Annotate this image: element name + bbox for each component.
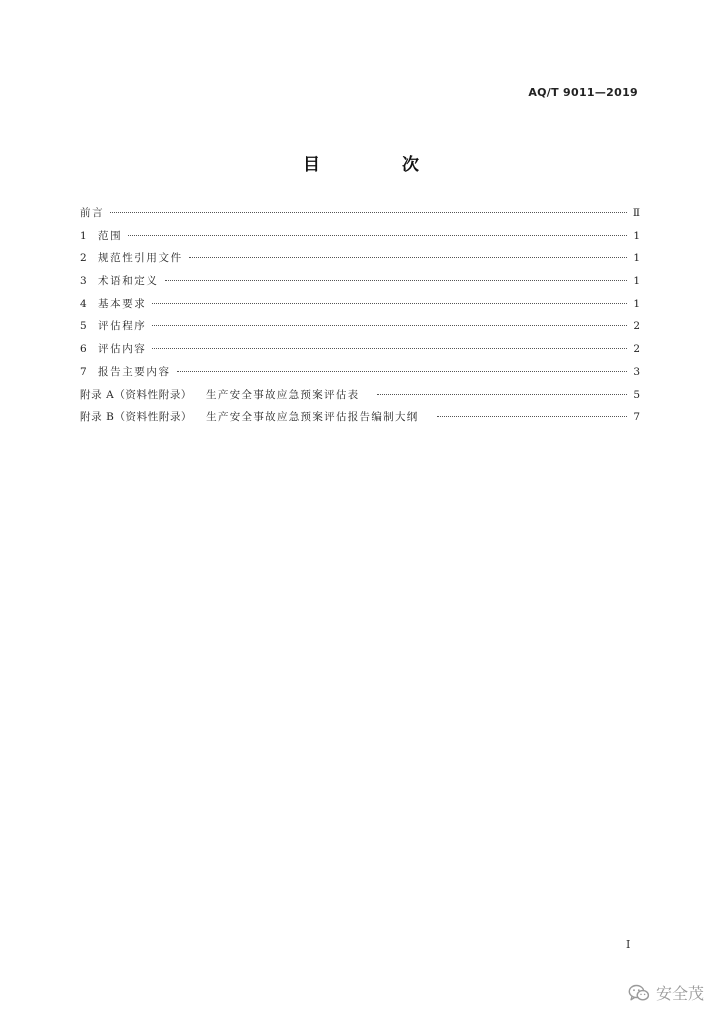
watermark: [628, 981, 704, 1004]
appendix-title: 生产安全事故应急预案评估表: [206, 388, 360, 401]
toc-entry-assessment-content[interactable]: [80, 341, 640, 364]
toc-entry-page: 7: [633, 411, 640, 424]
dot-leader: [189, 257, 628, 258]
toc-entry-appendix-a[interactable]: [80, 387, 640, 410]
appendix-title: 生产安全事故应急预案评估报告编制大纲: [206, 411, 419, 424]
watermark-text: 安全茂: [655, 984, 704, 1003]
dot-leader: [377, 394, 627, 395]
appendix-tag: 附录 B（资料性附录）: [80, 411, 193, 424]
toc-entry-label: 规范性引用文件: [98, 252, 183, 265]
toc-entry-preface[interactable]: [80, 205, 640, 228]
toc-entry-label: 报告主要内容: [98, 365, 171, 378]
toc-entry-number: 6: [80, 343, 87, 356]
toc-entry-label: 术语和定义: [98, 275, 159, 288]
toc-entry-report-content[interactable]: [80, 364, 640, 387]
dot-leader: [152, 303, 627, 304]
toc-entry-normative-references[interactable]: [80, 250, 640, 273]
toc-entry-page: 1: [633, 275, 640, 288]
toc-entry-page: 2: [633, 343, 640, 356]
standard-code: AQ/T 9011—2019: [528, 86, 638, 99]
toc-entry-page: Ⅱ: [632, 207, 640, 219]
dot-leader: [128, 235, 627, 236]
toc-entry-label: 范围: [98, 229, 123, 242]
wechat-icon: [628, 984, 650, 1002]
toc-entry-number: 3: [80, 275, 87, 288]
appendix-tag: 附录 A（资料性附录）: [80, 388, 193, 401]
toc-entry-page: 3: [633, 365, 640, 378]
dot-leader: [437, 416, 628, 417]
toc-title: 目 次: [303, 155, 457, 175]
dot-leader: [152, 325, 627, 326]
toc-entry-page: 1: [633, 229, 640, 242]
toc-entry-basic-requirements[interactable]: [80, 296, 640, 319]
toc-entry-number: 5: [80, 320, 87, 333]
toc-entry-label: 评估内容: [98, 343, 147, 356]
table-of-contents: [80, 205, 640, 432]
page-number: I: [626, 938, 631, 951]
dot-leader: [165, 280, 628, 281]
toc-entry-assessment-procedure[interactable]: [80, 318, 640, 341]
toc-entry-page: 2: [633, 320, 640, 333]
toc-entry-appendix-b[interactable]: [80, 409, 640, 432]
toc-entry-terms-definitions[interactable]: [80, 273, 640, 296]
toc-entry-number: 1: [80, 229, 87, 242]
dot-leader: [177, 371, 628, 372]
toc-entry-number: 7: [80, 365, 87, 378]
toc-entry-label: 基本要求: [98, 297, 147, 310]
dot-leader: [152, 348, 627, 349]
toc-entry-label: 前言: [80, 207, 105, 219]
toc-entry-number: 2: [80, 252, 87, 265]
toc-entry-label: 评估程序: [98, 320, 147, 333]
dot-leader: [110, 212, 627, 213]
toc-entry-page: 5: [633, 388, 640, 401]
toc-entry-number: 4: [80, 297, 87, 310]
toc-entry-page: 1: [633, 252, 640, 265]
toc-entry-page: 1: [633, 297, 640, 310]
toc-entry-scope[interactable]: [80, 228, 640, 251]
